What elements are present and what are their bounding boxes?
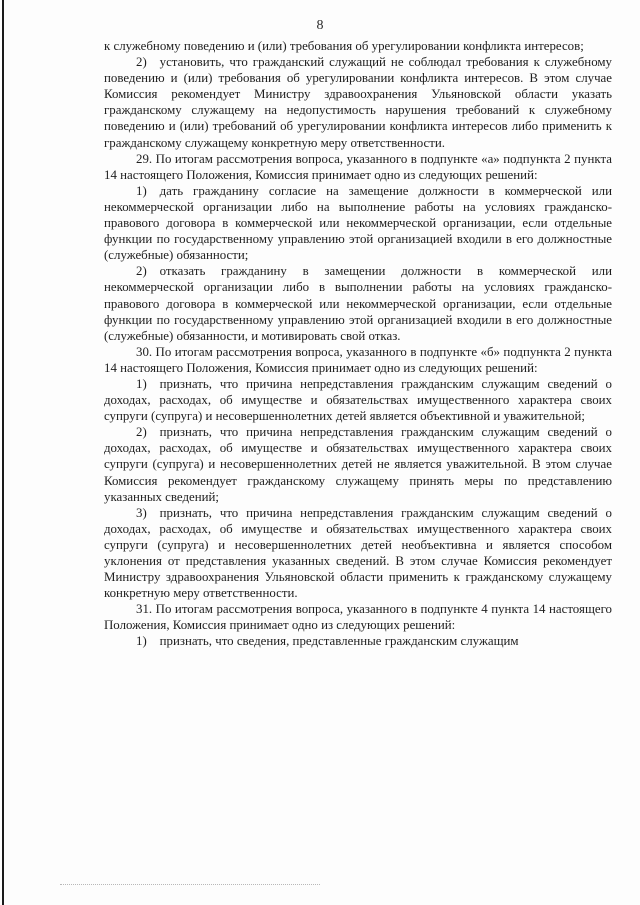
paragraph-item-30-1: 1) признать, что причина непредставления гражданским служащим сведений о доходах, расходах, об имуществе и обязательствах имущественного характера своих супруги (супруга) и несовершеннолетних детей является объективной и уважительной; (104, 376, 612, 424)
document-body (104, 38, 612, 650)
page-number: 8 (316, 18, 324, 33)
paragraph-item-30-3: 3) признать, что причина непредставления гражданским служащим сведений о доходах, расходах, об имуществе и обязательствах имущественного характера своих супруги (супруга) и несовершеннолетних детей необъективна и является способом уклонения от представления указанных сведений. В этом случае Комиссия рекомендует Министру здравоохранения Ульяновской области применить к гражданскому служащему конкретную меру ответственности. (104, 505, 612, 601)
paragraph-clause-30: 30. По итогам рассмотрения вопроса, указанного в подпункте «б» подпункта 2 пункта 14 настоящего Положения, Комиссия принимает одно из следующих решений: (104, 344, 612, 375)
paragraph-item-29-1: 1) дать гражданину согласие на замещение должности в коммерческой или некоммерческой организации либо на выполнение работы на условиях гражданско-правового договора в коммерческой или некоммерческой организации, если отдельные функции по государственному управлению этой организацией входили в его должностные (служебные) обязанности; (104, 183, 612, 263)
paragraph-item-30-2: 2) признать, что причина непредставления гражданским служащим сведений о доходах, расходах, об имуществе и обязательствах имущественного характера своих супруги (супруга) и несовершеннолетних детей не является уважительной. В этом случае Комиссия рекомендует гражданскому служащему принять меры по представлению указанных сведений; (104, 425, 612, 504)
paragraph-clause-29: 29. По итогам рассмотрения вопроса, указанного в подпункте «а» подпункта 2 пункта 14 настоящего Положения, Комиссия принимает одно из следующих решений: (104, 151, 612, 182)
paragraph-item-29-2: 2) отказать гражданину в замещении должности в коммерческой или некоммерческой организации либо в выполнении работы на условиях гражданско-правового договора в коммерческой или некоммерческой организации, если отдельные функции по государственному управлению этой организацией входили в его должностные (служебные) обязанности, и мотивировать свой отказ. (104, 264, 612, 343)
paragraph-continuation: к служебному поведению и (или) требования об урегулировании конфликта интересов; (104, 39, 584, 53)
paragraph-clause-31: 31. По итогам рассмотрения вопроса, указанного в подпункте 4 пункта 14 настоящего Положения, Комиссия принимает одно из следующих решений: (104, 602, 612, 633)
scan-edge-line (2, 0, 4, 905)
paragraph-item-28-2: 2) установить, что гражданский служащий не соблюдал требования к служебному поведению и (или) требования об урегулировании конфликта интересов. В этом случае Комиссия рекомендует Министру здравоохранения Ульяновской области указать гражданскому служащему на недопустимость нарушения требований к служебному поведению и (или) требований об урегулировании конфликта интересов либо применить к гражданскому служащему конкретную меру ответственности. (104, 55, 612, 150)
scan-artifact (60, 884, 320, 887)
paragraph-item-31-1: 1) признать, что сведения, представленные гражданским служащим (136, 634, 519, 649)
